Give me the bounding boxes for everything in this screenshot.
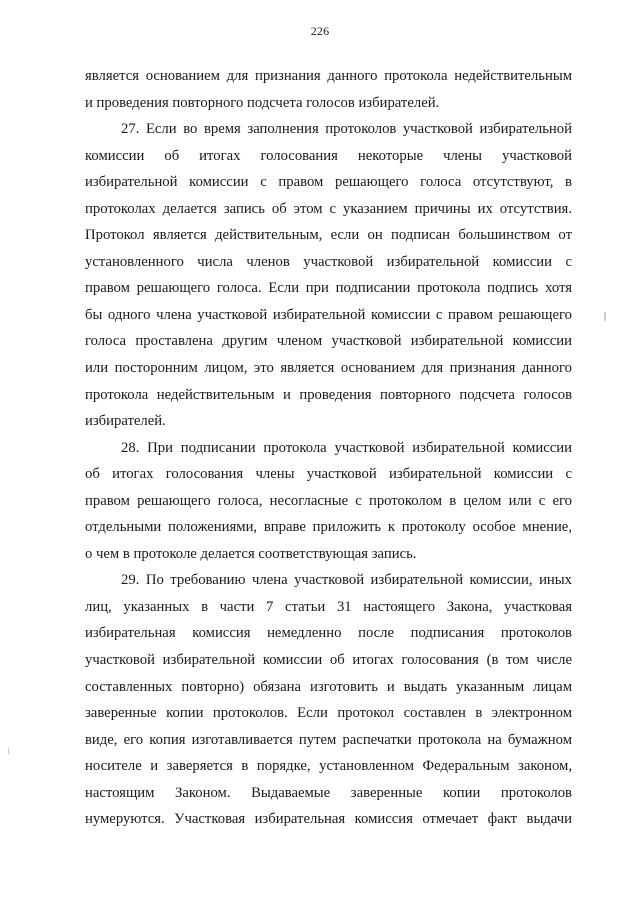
text-line: участковой избирательной комиссии об итогах голосования (в том числе — [85, 652, 572, 669]
text-line: заверенные копии протоколов. Если протокол составлен в электронном — [85, 705, 572, 722]
text-line: об итогах голосования члены участковой избирательной комиссии с — [85, 466, 572, 483]
text-line: правом решающего голоса, несогласные с протоколом в целом или с его — [85, 492, 572, 509]
text-line: комиссии об итогах голосования некоторые члены участковой — [85, 147, 572, 164]
scan-speck — [8, 748, 9, 754]
text-line: протоколах делается запись об этом с указанием причины их отсутствия. — [85, 200, 572, 217]
text-line: протокола недействительным и проведения повторного подсчета голосов — [85, 386, 572, 403]
text-line: избирательной комиссии с правом решающего голоса отсутствуют, в — [85, 174, 572, 191]
text-line: Протокол является действительным, если он подписан большинством от — [85, 227, 572, 244]
text-line: и проведения повторного подсчета голосов избирателей. — [85, 94, 440, 111]
text-line: установленного числа членов участковой избирательной комиссии с — [85, 253, 572, 270]
text-line: лиц, указанных в части 7 статьи 31 настоящего Закона, участковая — [85, 598, 572, 615]
text-line: виде, его копия изготавливается путем распечатки протокола на бумажном — [85, 731, 572, 748]
text-line: 27. Если во время заполнения протоколов участковой избирательной — [121, 121, 572, 138]
text-line: правом решающего голоса. Если при подписании протокола подпись хотя — [85, 280, 572, 297]
text-line: избирательная комиссия немедленно после подписания протоколов — [85, 625, 572, 642]
text-line: 29. По требованию члена участковой избирательной комиссии, иных — [121, 572, 572, 589]
text-line: является основанием для признания данного протокола недействительным — [85, 68, 572, 84]
text-line: настоящим Законом. Выдаваемые заверенные копии протоколов — [85, 784, 572, 801]
text-line: голоса проставлена другим членом участковой избирательной комиссии — [85, 333, 572, 350]
page-number: 226 — [310, 24, 330, 38]
paragraph-item-29 — [85, 567, 572, 832]
text-line: избирателей. — [85, 413, 166, 430]
text-line: 28. При подписании протокола участковой избирательной комиссии — [121, 439, 572, 456]
text-line: о чем в протоколе делается соответствующая запись. — [85, 545, 417, 562]
document-body — [85, 63, 572, 833]
scan-speck — [604, 312, 606, 321]
text-line: отдельными положениями, вправе приложить к протоколу особое мнение, — [85, 519, 572, 536]
text-line: бы одного члена участковой избирательной комиссии с правом решающего — [85, 306, 572, 323]
paragraph-item-27 — [85, 116, 572, 435]
paragraph-item-28 — [85, 435, 572, 568]
text-line: нумеруются. Участковая избирательная комиссия отмечает факт выдачи — [85, 811, 572, 828]
text-line: носителе и заверяется в порядке, установленном Федеральным законом, — [85, 758, 572, 775]
paragraph-continuation — [85, 63, 572, 116]
text-line: или посторонним лицом, это является основанием для признания данного — [85, 360, 572, 377]
text-line: составленных повторно) обязана изготовить и выдать указанным лицам — [85, 678, 572, 695]
